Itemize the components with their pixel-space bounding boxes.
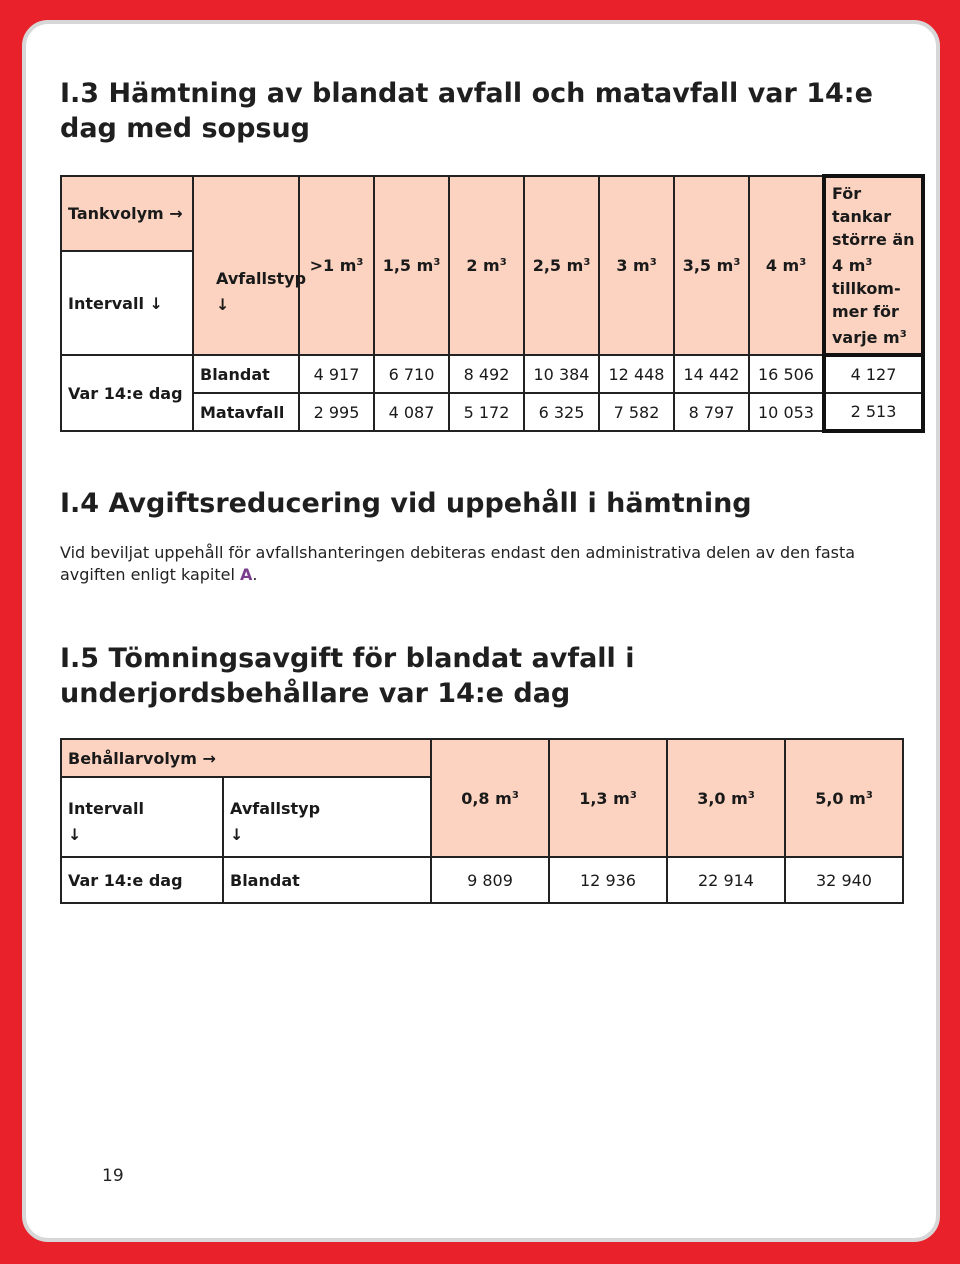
table-cell: 2 995 [299, 393, 374, 431]
type-label: Blandat [193, 355, 299, 393]
table-cell: 8 492 [449, 355, 524, 393]
volume-header: 1,3 $m^3$ [549, 739, 667, 857]
interval-label-cell: Intervall ↓ [61, 777, 223, 857]
volume-header: 5,0 $m^3$ [785, 739, 903, 857]
type-label: Matavfall [193, 393, 299, 431]
volume-header: 3 $m^3$ [599, 176, 674, 355]
table-cell: 14 442 [674, 355, 749, 393]
volume-label: Behållarvolym → [68, 748, 216, 768]
page-sheet [26, 24, 940, 1242]
interval-value-cell [61, 355, 193, 431]
table-cell: 4 917 [299, 355, 374, 393]
volume-header: 3,5 $m^3$ [674, 176, 749, 355]
interval-value: Var 14:e dag [61, 857, 223, 903]
type-label-header: Avfallstyp ↓ [216, 269, 307, 314]
table-cell: 9 809 [431, 857, 549, 903]
table-cell: 22 914 [667, 857, 785, 903]
extra-cell: 2 513 [824, 393, 923, 431]
table-cell: 6 325 [524, 393, 599, 431]
table-cell: 8 797 [674, 393, 749, 431]
table-cell: 12 448 [599, 355, 674, 393]
volume-label-cell [61, 739, 431, 777]
interval-value: Var 14:e dag [68, 383, 183, 403]
interval-label-cell [61, 251, 193, 355]
table-cell: 10 053 [749, 393, 824, 431]
table-cell: 5 172 [449, 393, 524, 431]
volume-label-cell [61, 176, 193, 251]
interval-label: Intervall ↓ [68, 293, 163, 313]
section-i3-title: I.3 Hämtning av blandat avfall och matavfall var 14:e dag med sopsug [60, 78, 873, 144]
volume-header: 4 $m^3$ [749, 176, 824, 355]
volume-header: 2,5 $m^3$ [524, 176, 599, 355]
section-i5-title: I.5 Tömningsavgift för blandat avfall i underjordsbehållare var 14:e dag [60, 643, 635, 709]
volume-header: 2 $m^3$ [449, 176, 524, 355]
section-i4-title: I.4 Avgiftsreducering vid uppehåll i hämtning [60, 488, 752, 519]
table-cell: 16 506 [749, 355, 824, 393]
table-cell: 12 936 [549, 857, 667, 903]
table-cell: 6 710 [374, 355, 449, 393]
volume-header: >1 $m^3$ [299, 176, 374, 355]
extra-cell: 4 127 [824, 355, 923, 393]
table-cell: 32 940 [785, 857, 903, 903]
type-label: Blandat [223, 857, 431, 903]
table-cell: 10 384 [524, 355, 599, 393]
table-cell: 7 582 [599, 393, 674, 431]
volume-label: Tankvolym → [68, 204, 183, 224]
table-cell: 4 087 [374, 393, 449, 431]
type-label-cell: Avfallstyp ↓ [223, 777, 431, 857]
chapter-ref: A [240, 565, 253, 584]
section-i4-text: Vid beviljat uppehåll för avfallshanteringen debiteras endast den administrativa delen av den fasta avgiften enligt kapitel A. [60, 543, 856, 584]
volume-header: 0,8 $m^3$ [431, 739, 549, 857]
page-card [22, 20, 940, 1242]
fee-table-sopsug [60, 174, 925, 433]
fee-table-underground [60, 738, 904, 904]
volume-header: 3,0 $m^3$ [667, 739, 785, 857]
page-number: 19 [102, 1166, 124, 1186]
extra-volume-header: För tankar större än 4 $m^3$ tillkom-mer för varje $m^3$ [824, 176, 923, 355]
volume-header: 1,5 $m^3$ [374, 176, 449, 355]
